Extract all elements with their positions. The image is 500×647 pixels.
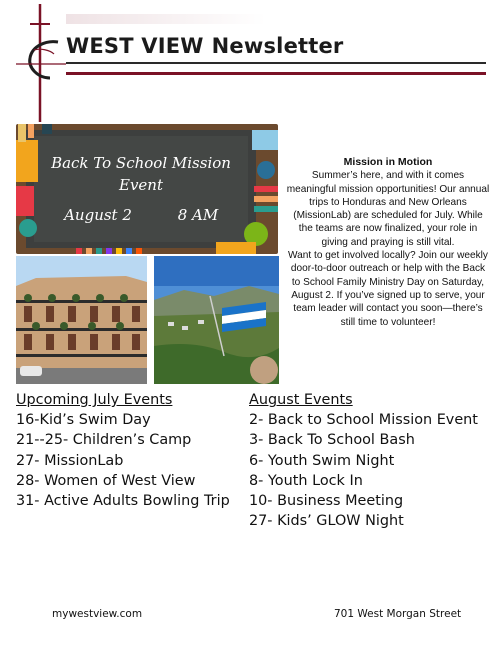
article-paragraph: Summer’s here, and with it comes meaningful mission opportunities! Our annual trips to Honduras and New Orleans (MissionLab) are scheduled for July. While the teams are now finalized, your role in giving and praying is still vital. xyxy=(286,170,490,248)
event-item: 3- Back To School Bash xyxy=(249,432,415,449)
event-item: 21--25- Children’s Camp xyxy=(16,432,192,449)
event-item: 28- Women of West View xyxy=(16,472,196,489)
july-events-heading: Upcoming July Events xyxy=(16,392,173,408)
august-events-heading: August Events xyxy=(249,392,353,408)
event-item: 2- Back to School Mission Event xyxy=(249,412,478,429)
flyer-line1: Back To School Mission xyxy=(51,154,231,172)
church-address: 701 West Morgan Street xyxy=(334,608,462,620)
event-item: 8- Youth Lock In xyxy=(249,472,363,489)
event-item: 27- Kids’ GLOW Night xyxy=(249,513,404,530)
event-item: 10- Business Meeting xyxy=(249,493,404,510)
new-orleans-photo xyxy=(16,256,147,384)
flyer-date: August 2 xyxy=(64,206,132,224)
article-paragraph: Want to get involved locally? Join our weekly door-to-door outreach or help with the Back to School Family Ministry Day on Saturday, August 2. If you’ve signed up to serve, your team leader will contact you soon—there’s still time to volunteer! xyxy=(288,250,488,328)
event-item: 16-Kid’s Swim Day xyxy=(16,412,151,429)
header-decoration xyxy=(66,14,266,24)
event-item: 27- MissionLab xyxy=(16,452,124,469)
back-to-school-flyer-image xyxy=(16,124,278,254)
article-title: Mission in Motion xyxy=(343,156,433,168)
honduras-landscape-photo xyxy=(154,256,279,384)
flyer-time: 8 AM xyxy=(177,206,219,224)
section-name: Newsletter xyxy=(211,34,344,58)
august-events-list xyxy=(249,390,494,531)
mission-article xyxy=(286,156,490,329)
header-rule xyxy=(66,62,486,64)
event-item: 6- Youth Swim Night xyxy=(249,452,395,469)
header-accent-rule xyxy=(66,72,486,75)
event-item: 31- Active Adults Bowling Trip xyxy=(16,493,230,510)
newsletter-title xyxy=(66,34,344,58)
brand-name: WEST VIEW xyxy=(66,34,204,58)
website-link[interactable]: mywestview.com xyxy=(52,608,143,620)
church-cross-logo xyxy=(10,4,70,122)
flyer-line2: Event xyxy=(119,176,163,194)
july-events-list xyxy=(16,390,244,511)
